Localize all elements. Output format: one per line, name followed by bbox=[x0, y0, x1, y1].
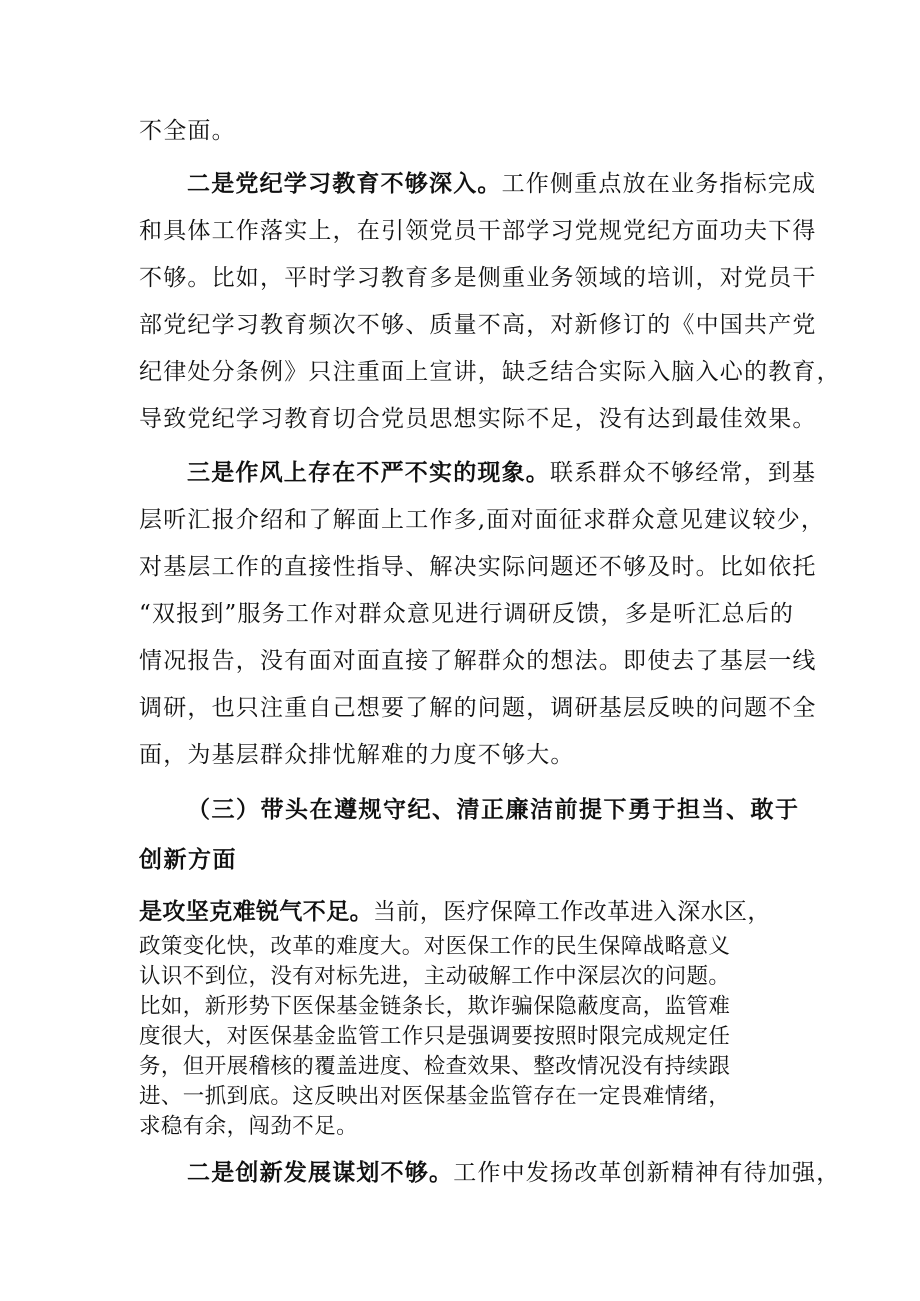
paragraph-4-line-8: 求稳有余，闯劲不足。 bbox=[139, 1114, 359, 1139]
section-heading-line-2: 创新方面 bbox=[139, 847, 237, 873]
paragraph-4-line-1 bbox=[0, 893, 920, 926]
paragraph-2-line-4: 部党纪学习教育频次不够、质量不高，对新修订的《中国共产党 bbox=[139, 312, 817, 338]
paragraph-3-line-5: 情况报告，没有面对面直接了解群众的想法。即使去了基层一线 bbox=[139, 648, 817, 674]
paragraph-5-lead: 二是创新发展谋划不够。 bbox=[187, 1159, 454, 1186]
paragraph-2-line-1 bbox=[0, 165, 920, 198]
paragraph-3-line-1-text: 联系群众不够经常，到基 bbox=[550, 460, 817, 486]
paragraph-4-line-5: 度很大，对医保基金监管工作只是强调要按照时限完成规定任 bbox=[139, 1024, 731, 1049]
paragraph-4-line-2: 政策变化快，改革的难度大。对医保工作的民生保障战略意义 bbox=[139, 934, 731, 959]
paragraph-2-lead: 二是党纪学习教育不够深入。 bbox=[187, 170, 502, 197]
paragraph-2-line-6: 导致党纪学习教育切合党员思想实际不足，没有达到最佳效果。 bbox=[139, 406, 817, 432]
paragraph-3-line-3: 对基层工作的直接性指导、解决实际问题还不够及时。比如依托 bbox=[139, 554, 817, 580]
paragraph-3-line-1 bbox=[0, 454, 920, 487]
paragraph-2-line-1-text: 工作侧重点放在业务指标完成 bbox=[501, 171, 817, 197]
paragraph-4-line-7: 进、一抓到底。这反映出对医保基金监管存在一定畏难情绪， bbox=[139, 1084, 731, 1109]
paragraph-2-line-5: 纪律处分条例》只注重面上宣讲，缺乏结合实际入脑入心的教育， bbox=[139, 359, 841, 385]
paragraph-5-line-1 bbox=[0, 1154, 920, 1187]
section-heading-line-1: （三）带头在遵规守纪、清正廉洁前提下勇于担当、敢于 bbox=[187, 797, 800, 823]
paragraph-3-line-4: “双报到”服务工作对群众意见进行调研反馈，多是听汇总后的 bbox=[139, 601, 795, 627]
paragraph-3-line-2: 层听汇报介绍和了解面上工作多,面对面征求群众意见建议较少， bbox=[139, 507, 826, 533]
paragraph-5-line-1-text: 工作中发扬改革创新精神有待加强， bbox=[453, 1160, 841, 1186]
paragraph-1-line-1: 不全面。 bbox=[139, 118, 236, 144]
paragraph-4-lead: 是攻坚克难锐气不足。 bbox=[139, 898, 373, 925]
paragraph-3-line-6: 调研，也只注重自己想要了解的问题，调研基层反映的问题不全 bbox=[139, 695, 817, 721]
paragraph-4-line-1-text: 当前，医疗保障工作改革进入深水区， bbox=[373, 899, 771, 925]
paragraph-3-lead: 三是作风上存在不严不实的现象。 bbox=[187, 459, 550, 486]
paragraph-3-line-7: 面，为基层群众排忧解难的力度不够大。 bbox=[139, 742, 575, 768]
paragraph-4-line-4: 比如，新形势下医保基金链条长，欺诈骗保隐蔽度高，监管难 bbox=[139, 994, 731, 1019]
paragraph-2-line-2: 和具体工作落实上，在引领党员干部学习党规党纪方面功夫下得 bbox=[139, 218, 817, 244]
paragraph-4-line-3: 认识不到位，没有对标先进，主动破解工作中深层次的问题。 bbox=[139, 964, 731, 989]
paragraph-2-line-3: 不够。比如，平时学习教育多是侧重业务领域的培训，对党员干 bbox=[139, 265, 817, 291]
paragraph-4-line-6: 务，但开展稽核的覆盖进度、检查效果、整改情况没有持续跟 bbox=[139, 1054, 731, 1079]
